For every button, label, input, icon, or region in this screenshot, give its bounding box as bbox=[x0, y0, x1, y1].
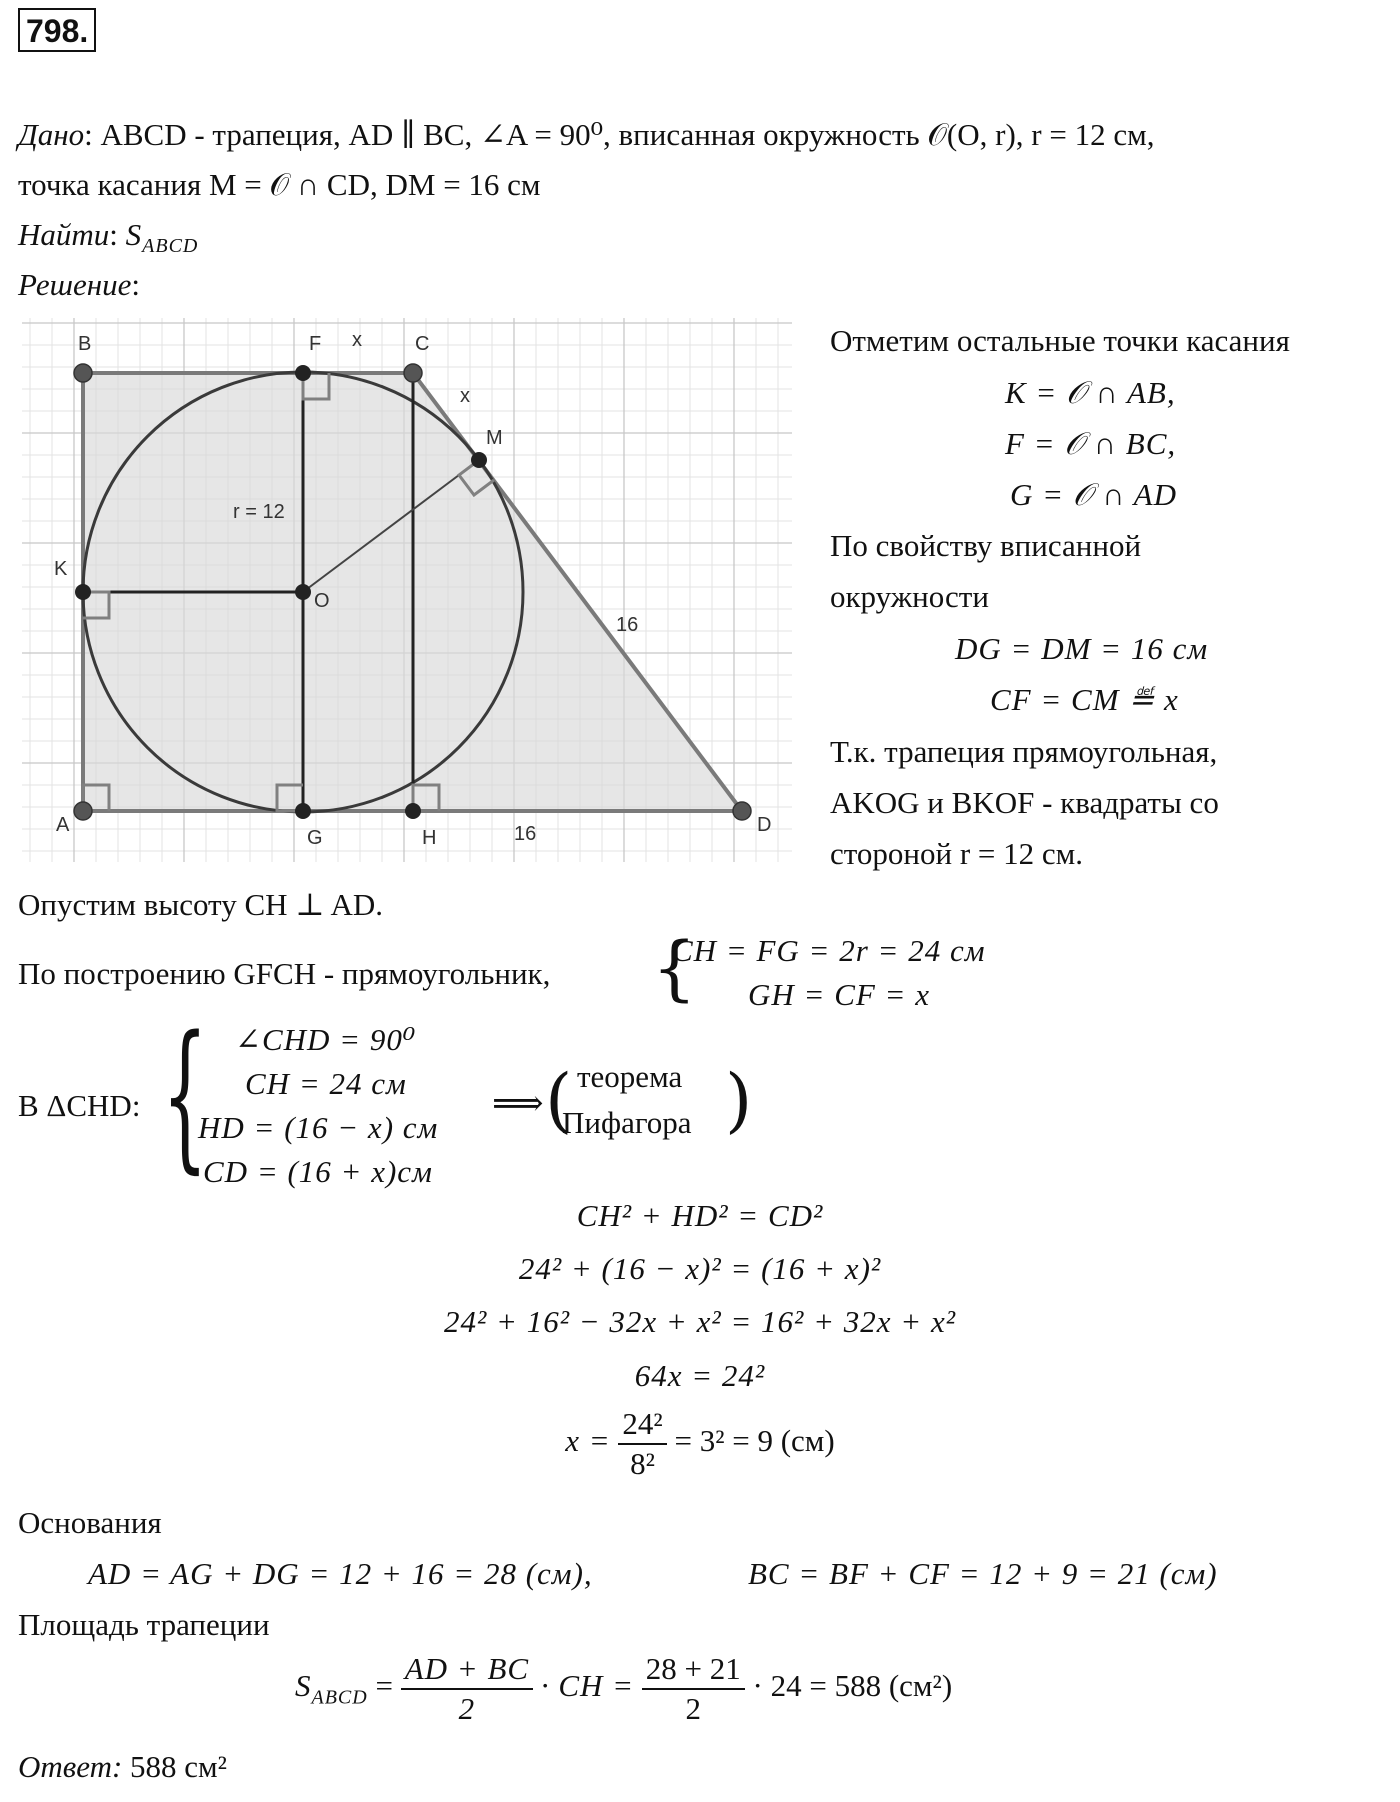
right-p1: Отметим остальные точки касания bbox=[830, 323, 1290, 358]
label-M: M bbox=[486, 427, 503, 449]
right-eq4: DG = DM = 16 см bbox=[955, 631, 1209, 666]
given-line-2 bbox=[18, 166, 541, 204]
solution-heading: Решение: bbox=[18, 267, 140, 302]
right-eq5: CF = CM ≝ x bbox=[990, 682, 1179, 717]
point-A bbox=[74, 802, 92, 820]
rect-sys1: CH = FG = 2r = 24 см bbox=[672, 933, 986, 968]
eq5-num: 24² bbox=[618, 1405, 666, 1445]
solution-label: Решение bbox=[18, 267, 132, 302]
area-f1-num: AD + BC bbox=[401, 1650, 533, 1690]
right-p2a: По свойству вписанной bbox=[830, 528, 1142, 563]
area-fraction-1 bbox=[401, 1650, 533, 1728]
implies-arrow: ⟹ bbox=[492, 1083, 544, 1123]
eq5-left: x = bbox=[565, 1423, 611, 1459]
point-H bbox=[405, 803, 421, 819]
theorem-paren-left: ( bbox=[545, 1059, 573, 1141]
label-16a: 16 bbox=[616, 614, 639, 636]
eq5-fraction bbox=[618, 1405, 666, 1483]
area-mid: · CH = bbox=[540, 1668, 635, 1704]
equation-4: 64x = 24² bbox=[634, 1358, 766, 1393]
trapezoid-figure bbox=[22, 318, 792, 862]
rect-brace: { bbox=[652, 927, 697, 1009]
right-p3b: AKOG и BKOF - квадраты со bbox=[830, 785, 1219, 820]
eq5-right: = 3² = 9 (см) bbox=[674, 1423, 835, 1459]
equation-1: CH² + HD² = CD² bbox=[576, 1198, 824, 1233]
label-x2: x bbox=[460, 385, 470, 407]
theorem-th1: теорема bbox=[577, 1059, 683, 1094]
given-line-1: Дано: ABCD - трапеция, AD ∥ BC, ∠A = 90⁰, вписанная окружность 𝒪(O, r), r = 12 см, bbox=[18, 117, 1155, 152]
right-p3c: стороной r = 12 см. bbox=[830, 836, 1084, 871]
label-F: F bbox=[309, 333, 322, 355]
equation-5 bbox=[0, 1405, 1400, 1483]
theorem-paren-right: ) bbox=[725, 1059, 753, 1141]
label-O: O bbox=[314, 590, 330, 612]
bases-label: Основания bbox=[18, 1505, 162, 1540]
right-eq3: G = 𝒪 ∩ AD bbox=[1010, 477, 1177, 512]
bases-bc: BC = BF + CF = 12 + 9 = 21 (см) bbox=[748, 1556, 1218, 1591]
area-formula bbox=[295, 1650, 952, 1728]
triangle-s2: CH = 24 см bbox=[245, 1066, 407, 1101]
label-H: H bbox=[422, 827, 437, 849]
area-f1-den: 2 bbox=[458, 1691, 476, 1726]
eq5-den: 8² bbox=[630, 1446, 655, 1481]
find-label: Найти bbox=[18, 217, 110, 252]
point-B bbox=[74, 364, 92, 382]
rect-sys2: GH = CF = x bbox=[748, 977, 930, 1012]
area-fraction-2 bbox=[642, 1650, 745, 1728]
answer-line bbox=[18, 1748, 227, 1786]
point-O bbox=[295, 584, 311, 600]
label-G: G bbox=[307, 827, 323, 849]
find-line: Найти: $S_{ABCD}$ bbox=[18, 217, 199, 258]
point-F bbox=[295, 365, 311, 381]
point-K bbox=[75, 584, 91, 600]
given-label: Дано bbox=[18, 117, 85, 152]
label-K: K bbox=[54, 558, 68, 580]
label-A: A bbox=[56, 814, 70, 836]
answer-label: Ответ: bbox=[18, 1749, 123, 1784]
equation-2: 24² + (16 − x)² = (16 + x)² bbox=[518, 1251, 882, 1286]
label-D: D bbox=[757, 814, 772, 836]
area-s: S bbox=[295, 1668, 312, 1704]
find-value: S bbox=[125, 217, 143, 252]
label-C: C bbox=[415, 333, 430, 355]
equation-3: 24² + 16² − 32x + x² = 16² + 32x + x² bbox=[443, 1304, 957, 1339]
triangle-s4: CD = (16 + x)см bbox=[203, 1154, 433, 1189]
right-p3a: Т.к. трапеция прямоугольная, bbox=[830, 734, 1218, 769]
triangle-s1: ∠CHD = 90⁰ bbox=[235, 1022, 417, 1057]
point-G bbox=[295, 803, 311, 819]
area-eq: = bbox=[375, 1668, 393, 1704]
find-value-sub: ABCD bbox=[142, 235, 199, 258]
right-p2b: окружности bbox=[830, 579, 989, 614]
triangle-s3: HD = (16 − x) см bbox=[198, 1110, 439, 1145]
area-result: · 24 = 588 (см²) bbox=[752, 1668, 953, 1704]
rect-text: По построению GFCH - прямоугольник, bbox=[18, 956, 551, 991]
answer-value: 588 см² bbox=[130, 1749, 227, 1784]
point-M bbox=[471, 452, 487, 468]
label-B: B bbox=[78, 333, 92, 355]
theorem-th2: Пифагора bbox=[562, 1105, 692, 1140]
area-f2-num: 28 + 21 bbox=[642, 1650, 745, 1690]
label-16b: 16 bbox=[514, 823, 537, 845]
bases-ad: AD = AG + DG = 12 + 16 = 28 (см), bbox=[88, 1556, 593, 1591]
label-r: r = 12 bbox=[233, 501, 285, 523]
triangle-prefix: В ΔCHD: bbox=[18, 1088, 141, 1123]
height-line: Опустим высоту CH ⊥ AD. bbox=[18, 887, 383, 922]
area-f2-den: 2 bbox=[685, 1691, 702, 1726]
triangle-brace: { bbox=[162, 1001, 208, 1188]
right-eq1: K = 𝒪 ∩ AB, bbox=[1005, 375, 1176, 410]
given-text-2: точка касания M = 𝒪 ∩ CD, DM = 16 см bbox=[18, 167, 541, 202]
problem-number: 798. bbox=[18, 8, 96, 52]
area-label: Площадь трапеции bbox=[18, 1607, 270, 1642]
area-s-sub: ABCD bbox=[311, 1686, 368, 1709]
given-text-1: ABCD - трапеция, AD ∥ BC, ∠A = 90⁰, вписанная окружность 𝒪(O, r), r = 12 см, bbox=[100, 117, 1155, 152]
point-C bbox=[404, 364, 422, 382]
point-D bbox=[733, 802, 751, 820]
label-x1: x bbox=[352, 329, 362, 351]
right-eq2: F = 𝒪 ∩ BC, bbox=[1005, 426, 1177, 461]
